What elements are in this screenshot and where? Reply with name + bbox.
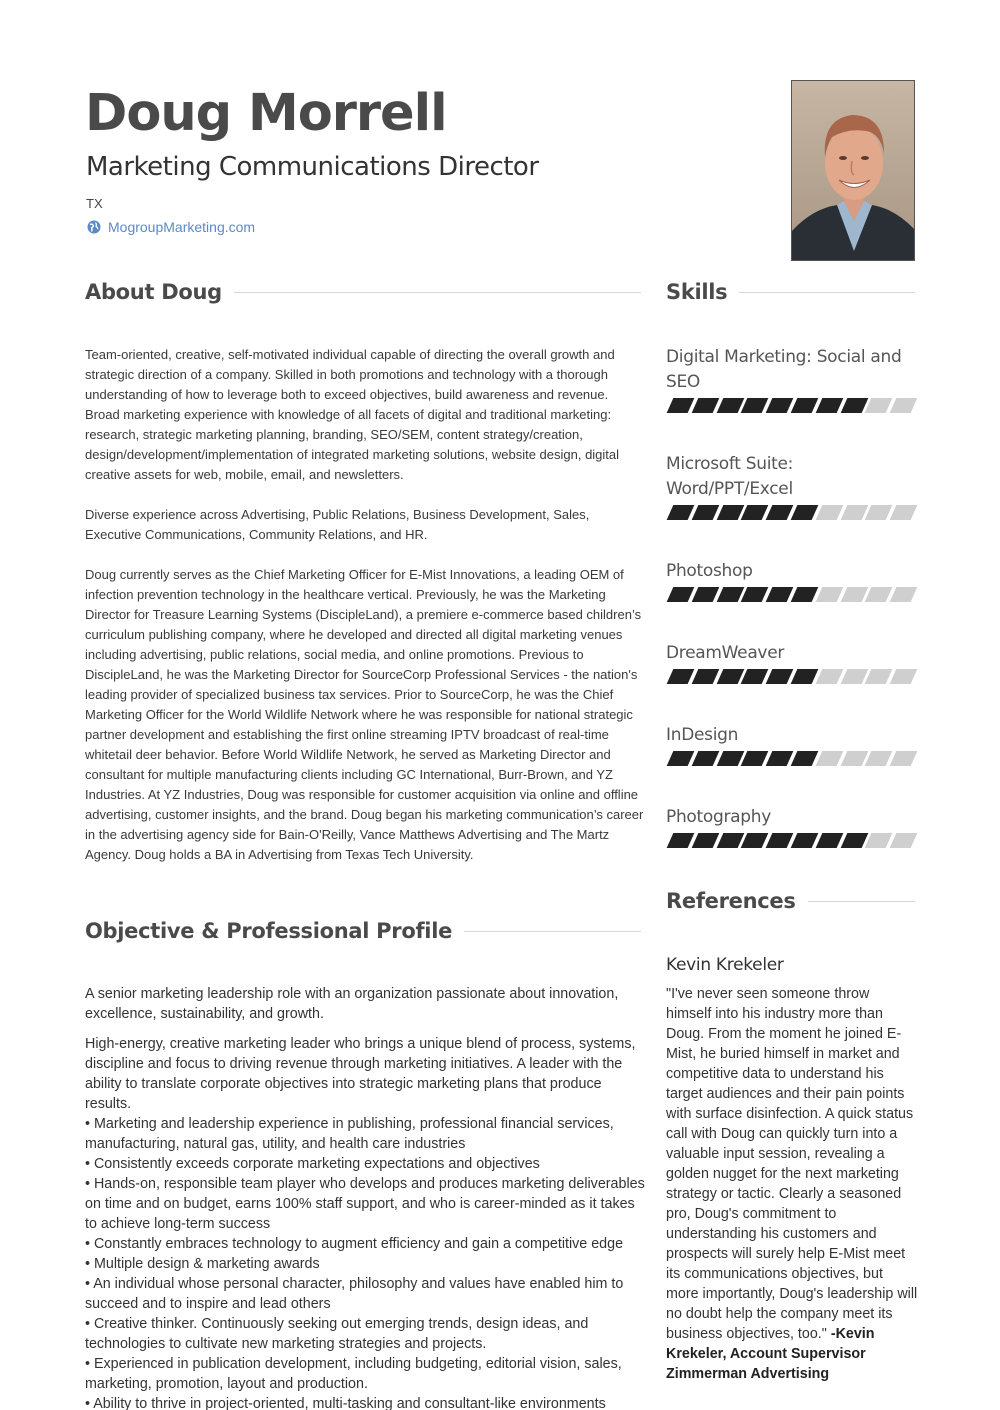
skill-rating-segment [815, 398, 843, 413]
objective-bullet: • Ability to thrive in project-oriented, multi-tasking and consultant-like environments [85, 1396, 606, 1410]
skill-rating-bar [666, 398, 916, 413]
reference-quote [666, 984, 918, 1384]
skill-rating-segment [766, 833, 794, 848]
skill-rating-segment [766, 398, 794, 413]
skill-rating-segment [791, 587, 819, 602]
skill-rating-segment [890, 833, 918, 848]
skill-rating-segment [741, 669, 769, 684]
skill-rating-segment [791, 398, 819, 413]
skill-rating-segment [716, 751, 744, 766]
reference-attribution: -Kevin Krekeler, Account Supervisor Zimmerman Advertising [666, 1326, 875, 1382]
divider [234, 292, 641, 293]
job-title: Marketing Communications Director [86, 152, 539, 182]
skill-item [666, 559, 916, 602]
skill-rating-segment [667, 587, 695, 602]
skill-rating-segment [865, 398, 893, 413]
divider [808, 901, 915, 902]
skill-rating-segment [890, 751, 918, 766]
skill-rating-segment [667, 669, 695, 684]
divider [464, 931, 641, 932]
skill-rating-segment [691, 833, 719, 848]
skill-rating-segment [766, 587, 794, 602]
skill-rating-segment [667, 751, 695, 766]
references-heading [666, 889, 915, 913]
skill-label: Photoshop [666, 561, 753, 581]
skill-rating-bar [666, 587, 916, 602]
skill-label: Digital Marketing: Social and SEO [666, 347, 902, 392]
skill-rating-segment [890, 505, 918, 520]
skill-label: DreamWeaver [666, 643, 785, 663]
skill-rating-segment [667, 505, 695, 520]
skill-rating-segment [865, 505, 893, 520]
skill-rating-segment [791, 505, 819, 520]
skill-rating-segment [716, 398, 744, 413]
skill-rating-segment [840, 398, 868, 413]
profile-photo [791, 80, 915, 261]
skill-rating-segment [791, 833, 819, 848]
candidate-name: Doug Morrell [85, 84, 447, 143]
website-label: MogroupMarketing.com [108, 219, 256, 235]
about-text [85, 345, 645, 885]
objective-bullet: • Experienced in publication development, including budgeting, editorial vision, sales, marketing, promotion, layout and production. [85, 1356, 622, 1392]
skill-label: InDesign [666, 725, 739, 745]
skill-rating-bar [666, 669, 916, 684]
objective-heading [85, 919, 641, 943]
skill-rating-segment [716, 505, 744, 520]
skill-label: Microsoft Suite: Word/PPT/Excel [666, 454, 794, 499]
skill-rating-segment [865, 751, 893, 766]
skill-rating-segment [865, 587, 893, 602]
about-paragraph: Team-oriented, creative, self-motivated individual capable of directing the overall growth and strategic direction of a company. Skilled in both promotions and technology with a thorough understanding of how to leverage both to exceed objectives, build awareness and revenue. Broad marketing experience with knowledge of all facets of digital and traditional marketing: research, strategic marketing planning, branding, SEO/SEM, content strategy/creation, design/development/implementation of integrated marketing solutions, website design, digital creative assets for web, mobile, email, and newsletters. [85, 347, 620, 482]
skill-rating-bar [666, 751, 916, 766]
skill-rating-segment [815, 669, 843, 684]
about-paragraph: Diverse experience across Advertising, Public Relations, Business Development, Sales, Executive Communications, Community Relations, and HR. [85, 507, 590, 542]
skill-rating-segment [667, 833, 695, 848]
skill-rating-segment [766, 505, 794, 520]
skill-rating-segment [691, 751, 719, 766]
skill-rating-segment [890, 587, 918, 602]
skills-title: Skills [666, 280, 728, 304]
skill-rating-segment [791, 669, 819, 684]
skill-rating-segment [840, 587, 868, 602]
skill-rating-segment [716, 669, 744, 684]
skill-rating-segment [716, 833, 744, 848]
objective-title: Objective & Professional Profile [85, 919, 453, 943]
skill-rating-segment [691, 505, 719, 520]
objective-bullet: • Multiple design & marketing awards [85, 1256, 320, 1272]
skill-rating-segment [865, 833, 893, 848]
skill-item [666, 723, 916, 766]
objective-bullet: • Creative thinker. Continuously seeking out emerging trends, design ideas, and technologies to cultivate new marketing strategies and projects. [85, 1316, 589, 1352]
skill-rating-segment [865, 669, 893, 684]
skills-heading [666, 280, 915, 304]
skill-rating-segment [840, 751, 868, 766]
skill-rating-segment [741, 751, 769, 766]
skill-rating-segment [791, 751, 819, 766]
skill-rating-segment [716, 587, 744, 602]
objective-text [85, 984, 645, 1410]
skill-rating-segment [766, 751, 794, 766]
skill-item [666, 805, 916, 848]
about-title: About Doug [85, 280, 222, 304]
location: TX [86, 196, 103, 211]
objective-bullet: • Marketing and leadership experience in publishing, professional financial services, manufacturing, natural gas, utility, and health care industries [85, 1116, 614, 1152]
skill-rating-segment [741, 398, 769, 413]
website-link[interactable] [87, 219, 255, 235]
reference-name: Kevin Krekeler [666, 955, 784, 975]
reference-quote-text: "I've never seen someone throw himself into his industry more than Doug. From the moment he joined E-Mist, he buried himself in market and competitive data to understand his target audiences and their pain points with surface disinfection. A quick status call with Doug can quickly turn into a valuable input session, revealing a golden nugget for the next marketing strategy or tactic. Clearly a seasoned pro, Doug's commitment to understanding his customers and prospects will surely help E-Mist meet its communications objectives, but more importantly, Doug's leadership will no doubt help the company meet its business objectives, too." [666, 986, 918, 1342]
skill-rating-segment [815, 833, 843, 848]
skill-rating-segment [815, 751, 843, 766]
objective-lead: A senior marketing leadership role with an organization passionate about innovation, excellence, sustainability, and growth. [85, 986, 619, 1022]
skill-rating-segment [840, 505, 868, 520]
skill-rating-segment [741, 505, 769, 520]
skill-rating-segment [741, 587, 769, 602]
skill-rating-segment [890, 669, 918, 684]
about-heading [85, 280, 641, 304]
skill-rating-segment [766, 669, 794, 684]
divider [739, 292, 915, 293]
skill-rating-segment [691, 669, 719, 684]
objective-intro: High-energy, creative marketing leader who brings a unique blend of process, systems, discipline and focus to driving revenue through marketing initiatives. A leader with the ability to translate corporate objectives into strategic marketing plans that produce results. [85, 1036, 636, 1112]
objective-bullet: • Consistently exceeds corporate marketing expectations and objectives [85, 1156, 540, 1172]
skill-rating-segment [890, 398, 918, 413]
skill-item [666, 345, 916, 413]
skill-rating-segment [815, 587, 843, 602]
objective-bullet: • Constantly embraces technology to augment efficiency and gain a competitive edge [85, 1236, 624, 1252]
objective-bullet: • Hands-on, responsible team player who develops and produces marketing deliverables on time and on budget, earns 100% staff support, and who is career-minded as it takes to achieve long-term success [85, 1176, 645, 1232]
objective-bullet: • An individual whose personal character, philosophy and values have enabled him to succeed and to inspire and lead others [85, 1276, 624, 1312]
skill-rating-segment [691, 398, 719, 413]
skill-item [666, 452, 916, 520]
about-paragraph: Doug currently serves as the Chief Marketing Officer for E-Mist Innovations, a leading OEM of infection prevention technology in the healthcare vertical. Previously, he was the Marketing Director for Treasure Learning Systems (DiscipleLand), a premiere e-commerce based children’s curriculum publishing company, where he developed and directed all digital marketing venues including advertising, public relations, social media, and online promotions. Previous to DiscipleLand, he was the Marketing Director for SourceCorp Professional Services - the nation's leading provider of specialized business tax services. Prior to SourceCorp, he was the Chief Marketing Officer for the World Wildlife Network where he was responsible for national strategic partner development and establishing the first online streaming IPTV broadcast of real-time whitetail deer behavior. Before World Wildlife Network, he served as Marketing Director and consultant for multiple manufacturing clients including GC International, Burr-Brown, and YZ Industries. At YZ Industries, Doug was responsible for customer acquisition via online and offline advertising, customer insights, and the brand. Doug began his marketing communication’s career in the advertising agency side for Bain-O'Reilly, Vance Matthews Advertising and The Martz Agency. Doug holds a BA in Advertising from Texas Tech University. [85, 567, 644, 862]
skill-rating-segment [840, 833, 868, 848]
skill-rating-segment [815, 505, 843, 520]
skill-item [666, 641, 916, 684]
globe-icon [87, 220, 101, 234]
skill-rating-segment [840, 669, 868, 684]
skill-rating-segment [691, 587, 719, 602]
references-title: References [666, 889, 796, 913]
skill-rating-segment [741, 833, 769, 848]
skill-label: Photography [666, 807, 772, 827]
skill-rating-segment [667, 398, 695, 413]
skill-rating-bar [666, 505, 916, 520]
skill-rating-bar [666, 833, 916, 848]
